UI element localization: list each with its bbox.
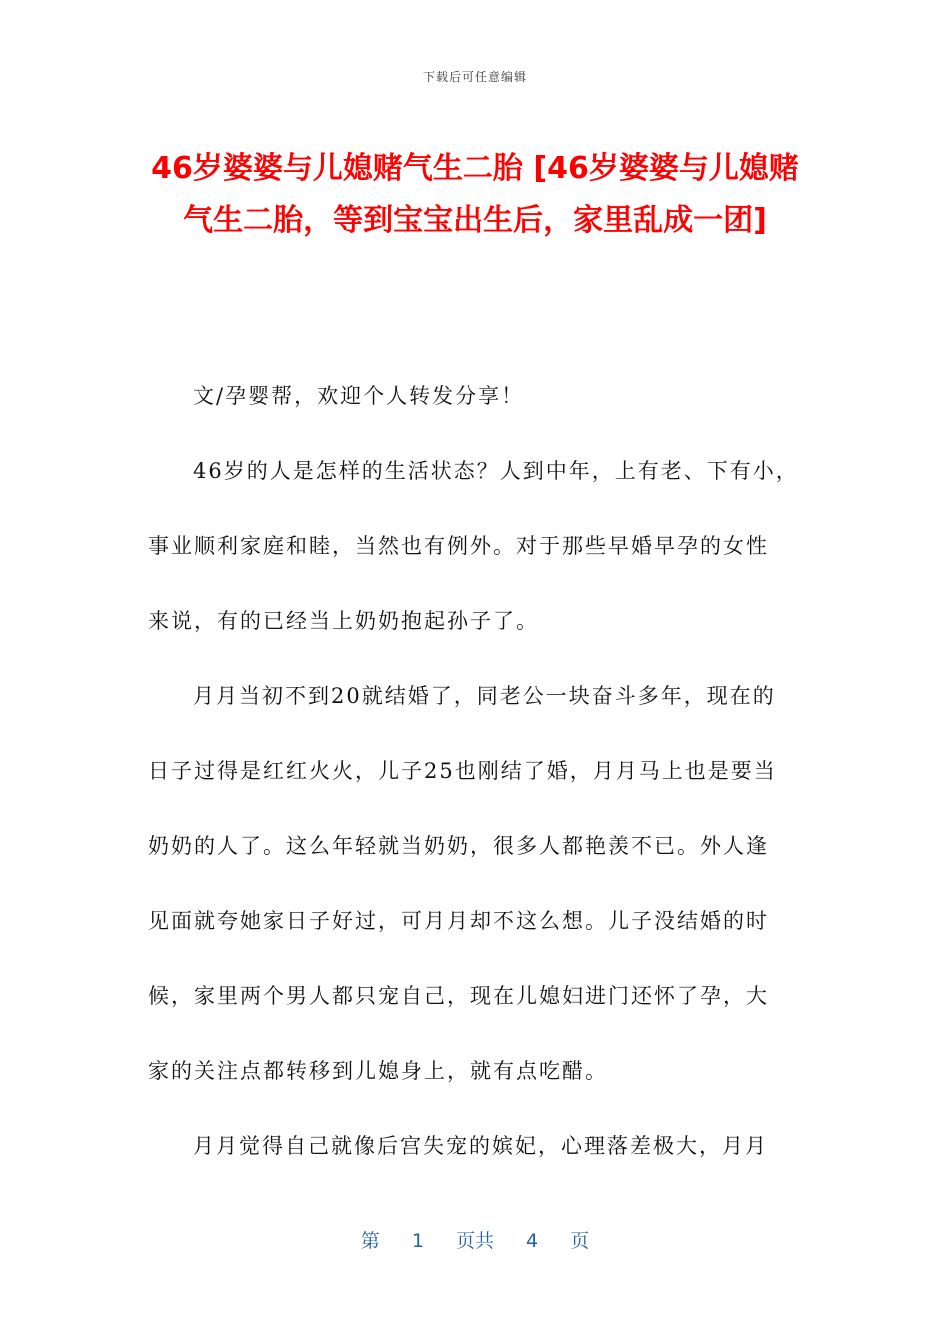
footer-middle: 页共 xyxy=(455,1230,494,1252)
footer-total-pages: 4 xyxy=(526,1230,539,1252)
paragraph-line: 来说，有的已经当上奶奶抱起孙子了。 xyxy=(148,609,539,633)
page-footer xyxy=(0,1226,950,1253)
footer-prefix: 第 xyxy=(360,1230,380,1252)
paragraph-line: 家的关注点都转移到儿媳身上，就有点吃醋。 xyxy=(148,1059,608,1083)
document-title: 46岁婆婆与儿媳赌气生二胎 [46岁婆婆与儿媳赌气生二胎，等到宝宝出生后，家里乱成一团] xyxy=(151,151,799,238)
header-note: 下载后可任意编辑 xyxy=(422,70,527,84)
paragraph-line: 事业顺利家庭和睦，当然也有例外。对于那些早婚早孕的女性 xyxy=(148,534,769,558)
paragraph-line: 候，家里两个男人都只宠自己，现在儿媳妇进门还怀了孕，大 xyxy=(148,984,769,1008)
footer-page-number: 1 xyxy=(411,1230,424,1252)
paragraph-line: 见面就夸她家日子好过，可月月却不这么想。儿子没结婚的时 xyxy=(148,909,769,933)
paragraph-line: 日子过得是红红火火，儿子25也刚结了婚，月月马上也是要当 xyxy=(148,759,777,783)
paragraph-line: 月月觉得自己就像后宫失宠的嫔妃，心理落差极大，月月 xyxy=(193,1134,768,1158)
paragraph-line: 奶奶的人了。这么年轻就当奶奶，很多人都艳羡不已。外人逢 xyxy=(148,834,769,858)
footer-suffix: 页 xyxy=(570,1230,590,1252)
paragraph-line: 文/孕婴帮，欢迎个人转发分享！ xyxy=(193,384,525,408)
paragraph-line: 46岁的人是怎样的生活状态？人到中年，上有老、下有小， xyxy=(193,459,799,483)
paragraph-line: 月月当初不到20就结婚了，同老公一块奋斗多年，现在的 xyxy=(193,684,776,708)
